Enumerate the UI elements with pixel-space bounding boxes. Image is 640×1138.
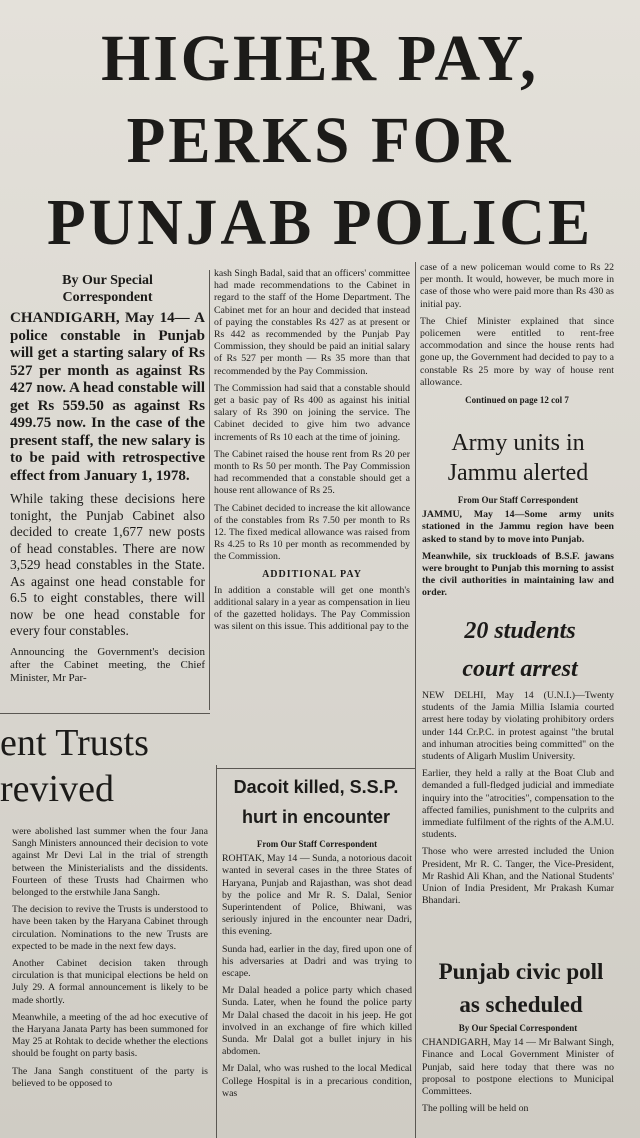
trusts-story bbox=[12, 826, 208, 1095]
column-rule bbox=[415, 262, 416, 1138]
story-paragraph: In addition a constable will get one month's additional salary in a year as compensation in lieu of the gazetted holidays. The Pay Commission was silent on this issue. This additional pay to the bbox=[214, 584, 410, 633]
story-paragraph: Sunda had, earlier in the day, fired upon one of his adversaries at Dadri and was trying to escape. bbox=[222, 943, 412, 980]
story-paragraph: JAMMU, May 14—Some army units stationed in the Jammu region have been asked to stand by to move into Punjab. bbox=[422, 509, 614, 545]
story-paragraph: NEW DELHI, May 14 (U.N.I.)—Twenty students of the Jamia Millia Islamia courted arrest here today by violating prohibitory orders under 144 Cr.P.C. in protest against "the brutal and inhuman atrocities being committed" on the students of Aligarh Muslim University. bbox=[422, 690, 614, 763]
story-paragraph: case of a new policeman would come to Rs 22 per month. It would, however, be much more in case of those who were paid more than Rs 430 as initial pay. bbox=[420, 262, 614, 310]
story-paragraph: Mr Dalal, who was rushed to the local Medical College Hospital is in a precarious condition, was bbox=[222, 1063, 412, 1099]
lead-story-column-3 bbox=[420, 262, 614, 406]
headline-line-2: PERKS FOR bbox=[126, 104, 514, 177]
section-rule bbox=[0, 713, 210, 714]
lead-paragraph: CHANDIGARH, May 14— A police constable in Punjab will get a starting salary of Rs 527 per month as against Rs 427 now. A head constable will get Rs 559.50 as against Rs 499.75 now. In the case of the present staff, the new salary is to be paid with retrospective effect from January 1, 1978. bbox=[10, 310, 205, 484]
story-paragraph: were abolished last summer when the four Jana Sangh Ministers announced their decision to vote against Mr Devi Lal in the trial of strength between the Ministerialists and the dissidents. Fourteen of these Trusts had Chairmen who belonged to the erstwhile Jana Sangh. bbox=[12, 826, 208, 899]
trusts-headline: ent Trusts revived bbox=[0, 722, 149, 810]
civic-poll-headline: Punjab civic poll as scheduled bbox=[438, 959, 604, 1017]
story-paragraph: kash Singh Badal, said that an officers' committee had made recommendations to the Cabinet in regard to the staff of the Home Department. The Cabinet met for an hour and decided that instead of paying the constables Rs 427 as at present or Rs 442 as recommended by the Punjab Pay Commission, they should be paid an initial salary of Rs 527 per month — Rs 35 more than that recommended by the Pay Commission. bbox=[214, 268, 410, 377]
story-paragraph: While taking these decisions here tonight, the Punjab Cabinet also decided to create 1,677 new posts of head constables. There are now 3,529 head constables in the State. As against one head constable for 6.5 to eight constables, there will now be one head constable for every four constables. bbox=[10, 491, 205, 638]
lead-story-column-1 bbox=[10, 272, 205, 691]
army-story: From Our Staff Correspondent JAMMU, May 14—Some army units stationed in the Jammu region have been asked to stand by to move into Punjab. Meanwhile, six truckloads of B.S.F. jawans were brought to Punjab this morning to assist the civil authorities in maintaining law and order. bbox=[422, 495, 614, 599]
students-headline: 20 students court arrest bbox=[462, 618, 578, 682]
headline-line-3: PUNJAB POLICE bbox=[46, 186, 594, 259]
story-paragraph: Mr Dalal headed a police party which chased Sunda. Later, when he found the police party Mr Dalal chased the dacoit in his jeep. He got involved in an exchange of fire which killed Sunda. Mr Dalal got a bullet injury in his abdomen. bbox=[222, 985, 412, 1058]
students-story bbox=[422, 690, 614, 912]
story-paragraph: The Cabinet raised the house rent from Rs 20 per month to Rs 50 per month. The Pay Commission had recommended that a constable should get a house rent allowance of Rs 25. bbox=[214, 448, 410, 497]
dacoit-headline: Dacoit killed, S.S.P. hurt in encounter bbox=[233, 777, 399, 827]
main-headline bbox=[13, 18, 627, 264]
section-rule bbox=[216, 768, 416, 769]
story-paragraph: The Jana Sangh constituent of the party is believed to be opposed to bbox=[12, 1065, 208, 1089]
story-paragraph: The polling will be held on bbox=[422, 1103, 529, 1115]
army-headline: Army units in Jammu alerted bbox=[447, 430, 589, 486]
headline-line-1: HIGHER PAY, bbox=[101, 22, 539, 95]
story-paragraph: Those who were arrested included the Union President, Mr R. C. Tanger, the Vice-President, Mr Rashid Ali Khan, and the National Students' Union of India President, Mr Prakash Kumar Bhandari. bbox=[422, 846, 614, 907]
story-paragraph: Meanwhile, a meeting of the ad hoc executive of the Haryana Janata Party has been summoned for May 25 at Rohtak to decide whether the elections should be fought on party basis. bbox=[12, 1011, 208, 1060]
column-rule bbox=[216, 765, 217, 1138]
dacoit-story: From Our Staff Correspondent ROHTAK, May 14 — Sunda, a notorious dacoit wanted in several cases in the three States of Haryana, Punjab and Rajasthan, was shot dead by the police and Mr R. S. Dalal, Senior Superintendent of Police, Bhiwani, was seriously injured in the encounter near Dadri, this evening. Sunda had, earlier in the day, fired upon one of his adversaries at Dadri and was trying to escape. Mr Dalal headed a police party which chased Sunda. Later, when he found the police party Mr Dalal chased the dacoit in his jeep. He got involved in an exchange of fire which killed Sunda. Mr Dalal got a bullet injury in his abdomen. Mr Dalal, who was rushed to the local Medical College Hospital is in a precarious condition, was bbox=[222, 839, 412, 1099]
story-paragraph: ROHTAK, May 14 — Sunda, a notorious dacoit wanted in several cases in the three States of Haryana, Punjab and Rajasthan, was shot dead by the police and Mr R. S. Dalal, Senior Superintendent of Police, Bhiwani, was seriously injured in the encounter near Dadri, this evening. bbox=[222, 853, 412, 938]
story-paragraph: The Cabinet decided to increase the kit allowance of the constables from Rs 7.50 per month to Rs 12. The fixed medical allowance was raised from Rs 4.25 to Rs 10 per month as recommended by the Commission. bbox=[214, 502, 410, 563]
story-paragraph: The decision to revive the Trusts is understood to have been taken by the Haryana Cabinet through circulation. Nominations to the new Trusts are expected to be made in the next few days. bbox=[12, 904, 208, 952]
lead-story-column-2 bbox=[214, 268, 410, 639]
continued-note: Continued on page 12 col 7 bbox=[465, 395, 569, 406]
story-paragraph: Another Cabinet decision taken through circulation is that municipal elections be held on July 29. A formal announcement is likely to be made shortly. bbox=[12, 958, 208, 1006]
story-paragraph: The Chief Minister explained that since policemen were entitled to rent-free accommodation and since the house rents had gone up, the Government had decided to pay to a constable Rs 25 more by way of house rent allowance. bbox=[420, 315, 614, 388]
story-paragraph: Earlier, they held a rally at the Boat Club and demanded a full-fledged judicial and immediate inquiry into the "atrocities", compensation to the affected families, punishment to the culprits and immediate fulfilment of the rights of the A.M.U. students. bbox=[422, 768, 614, 841]
story-paragraph: Meanwhile, six truckloads of B.S.F. jawans were brought to Punjab this morning to assist the civil authorities in maintaining law and order. bbox=[422, 550, 614, 599]
story-paragraph: Announcing the Government's decision after the Cabinet meeting, the Chief Minister, Mr Par- bbox=[10, 645, 205, 684]
story-paragraph: CHANDIGARH, May 14 — Mr Balwant Singh, Finance and Local Government Minister of Punjab, said here today that there was no proposal to postpone elections to Municipal Committees. bbox=[422, 1037, 614, 1098]
subheading: ADDITIONAL PAY bbox=[262, 568, 362, 580]
story-paragraph: The Commission had said that a constable should get a basic pay of Rs 400 as against his initial salary of Rs 390 on joining the service. The Cabinet decided to give him two advance increments of Rs 10 each at the time of joining. bbox=[214, 382, 410, 443]
civic-poll-story: By Our Special Correspondent CHANDIGARH, May 14 — Mr Balwant Singh, Finance and Local Government Minister of Punjab, said here today that there was no proposal to postpone elections to Municipal Committees. The polling will be held on bbox=[422, 1023, 614, 1115]
byline: By Our Special Correspondent bbox=[62, 273, 153, 305]
column-rule bbox=[209, 270, 210, 710]
